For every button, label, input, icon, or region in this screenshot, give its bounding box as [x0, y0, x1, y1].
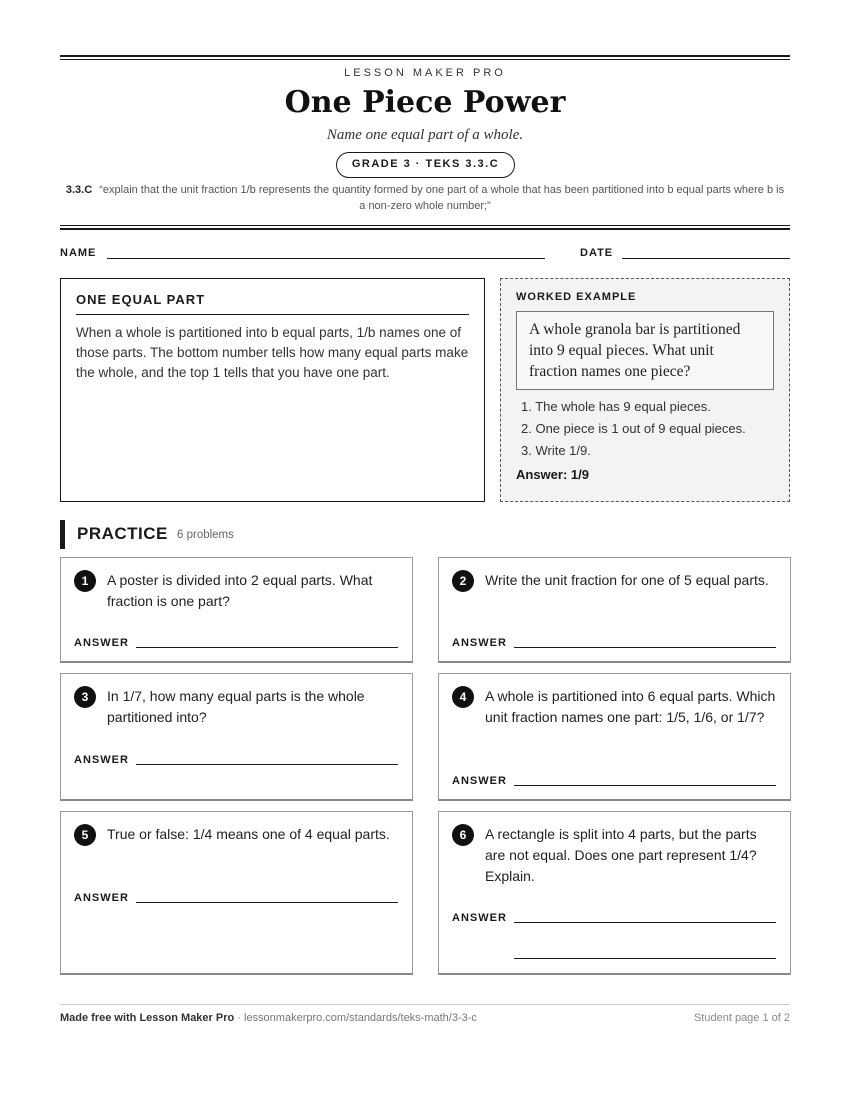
header-top-rule-thin	[60, 59, 790, 60]
problem-card-4	[438, 673, 791, 801]
answer-line-5[interactable]	[136, 902, 398, 903]
answer-line-6[interactable]	[514, 922, 776, 923]
brand-label: LESSON MAKER PRO	[344, 67, 506, 79]
problem-card-1	[60, 557, 413, 663]
footer-url[interactable]: · lessonmakerpro.com/standards/teks-math/3-3-c	[234, 1012, 477, 1024]
name-label: NAME	[60, 247, 97, 259]
problem-text: A whole is partitioned into 6 equal parts. Which unit fraction names one part: 1/5, 1/6, or 1/7?	[485, 688, 776, 725]
problem-number-badge: 6	[452, 824, 474, 846]
header-top-rule	[60, 55, 790, 57]
answer-line-3[interactable]	[136, 764, 398, 765]
problem-card-3	[60, 673, 413, 801]
problem-number-badge: 5	[74, 824, 96, 846]
worked-example-question: A whole granola bar is partitioned into 9 equal pieces. What unit fraction names one piece?	[516, 311, 774, 390]
problem-text: In 1/7, how many equal parts is the whole partitioned into?	[107, 688, 365, 725]
answer-line-4[interactable]	[514, 785, 776, 786]
answer-line-1[interactable]	[136, 647, 398, 648]
problem-text: True or false: 1/4 means one of 4 equal parts.	[107, 826, 390, 842]
header-bottom-rule-thick	[60, 228, 790, 230]
problem-text: A poster is divided into 2 equal parts. What fraction is one part?	[107, 572, 373, 609]
problem-number-badge: 3	[74, 686, 96, 708]
problem-number-badge: 2	[452, 570, 474, 592]
answer-label: ANSWER	[452, 775, 507, 787]
problem-number-badge: 1	[74, 570, 96, 592]
standard-description	[65, 182, 785, 214]
worked-example-title: WORKED EXAMPLE	[516, 291, 637, 303]
worked-example-steps	[516, 396, 774, 462]
concept-body: When a whole is partitioned into b equal parts, 1/b names one of those parts. The bottom number tells how many equal parts make the whole, and the top 1 tells that you have one part.	[76, 325, 469, 380]
answer-label: ANSWER	[74, 637, 129, 649]
worked-example-step: 3. Write 1/9.	[521, 443, 591, 458]
problem-number-badge: 4	[452, 686, 474, 708]
problem-text: A rectangle is split into 4 parts, but the parts are not equal. Does one part represent 1/4? Explain.	[485, 826, 757, 884]
date-label: DATE	[580, 247, 614, 259]
worked-example-box	[500, 278, 790, 502]
problem-card-5	[60, 811, 413, 975]
problem-card-2	[438, 557, 791, 663]
answer-line-6b[interactable]	[514, 958, 776, 959]
name-field[interactable]	[107, 258, 545, 259]
worked-example-step: 2. One piece is 1 out of 9 equal pieces.	[521, 421, 746, 436]
footer-made-with: Made free with Lesson Maker Pro	[60, 1012, 235, 1024]
worked-example-answer: Answer: 1/9	[516, 467, 589, 482]
footer-page-number: Student page 1 of 2	[693, 1012, 790, 1024]
worked-example-step: 1. The whole has 9 equal pieces.	[521, 399, 711, 414]
practice-count: 6 problems	[177, 529, 234, 541]
answer-label: ANSWER	[452, 912, 507, 924]
practice-title: PRACTICE	[77, 524, 168, 543]
answer-label: ANSWER	[452, 637, 507, 649]
concept-title: ONE EQUAL PART	[76, 292, 469, 315]
page-subtitle: Name one equal part of a whole.	[326, 127, 524, 143]
standard-text: “explain that the unit fraction 1/b represents the quantity formed by one part of a whole that has been partitioned into b equal parts where b is a non-zero whole number;”	[99, 184, 785, 212]
answer-label: ANSWER	[74, 754, 129, 766]
problem-text: Write the unit fraction for one of 5 equal parts.	[485, 572, 769, 588]
header-bottom-rule	[60, 225, 790, 226]
standard-code: 3.3.C	[65, 184, 93, 196]
page-title: One Piece Power	[284, 85, 566, 120]
grade-badge: GRADE 3 · TEKS 3.3.C	[336, 152, 515, 178]
practice-accent-bar	[60, 520, 65, 549]
answer-line-2[interactable]	[514, 647, 776, 648]
answer-label: ANSWER	[74, 892, 129, 904]
footer-rule	[60, 1004, 790, 1005]
date-field[interactable]	[622, 258, 790, 259]
problem-card-6	[438, 811, 791, 975]
concept-box	[60, 278, 485, 502]
footer-credit	[60, 1012, 477, 1024]
